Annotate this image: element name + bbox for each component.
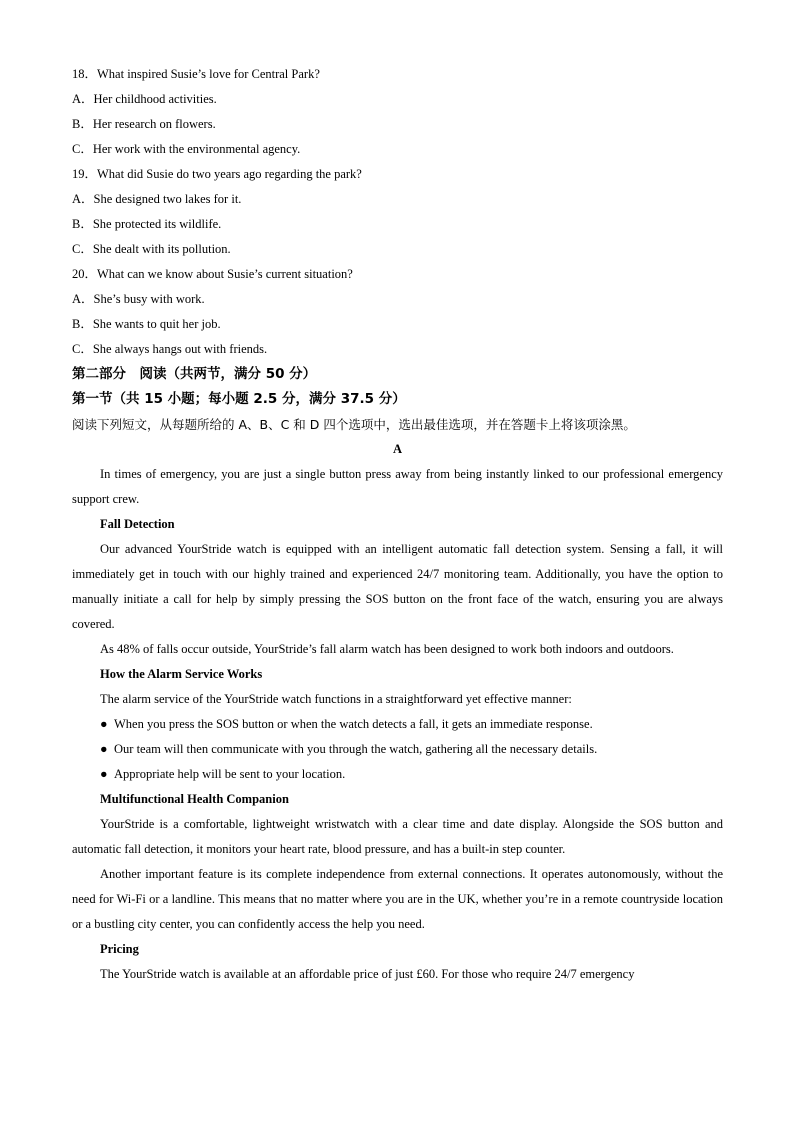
question-20-option-a: A．She’s busy with work. (72, 292, 205, 306)
passage-intro: In times of emergency, you are just a single button press away from being instantly linked to our professional emergency support crew. (72, 467, 723, 506)
fall-detection-paragraph-2: As 48% of falls occur outside, YourStride’s fall alarm watch has been designed to work both indoors and outdoors. (100, 642, 674, 656)
question-18-option-b: B．Her research on flowers. (72, 117, 216, 131)
exam-page (72, 62, 723, 987)
bullet-dot-icon: ● (100, 742, 108, 756)
fall-detection-heading: Fall Detection (100, 517, 175, 531)
alarm-bullet-2 (72, 737, 723, 762)
health-companion-paragraph-1: YourStride is a comfortable, lightweight wristwatch with a clear time and date display. Alongside the SOS button and automatic fall detection, it monitors your heart rate, blood pressure, and has a built-in step counter. (72, 817, 723, 856)
passage-letter: A (392, 442, 403, 456)
question-18-option-a: A．Her childhood activities. (72, 92, 217, 106)
pricing-paragraph-1: The YourStride watch is available at an affordable price of just £60. For those who require 24/7 emergency (100, 967, 635, 981)
section-one-title: 第一节（共 15 小题；每小题 2.5 分，满分 37.5 分） (72, 391, 406, 407)
question-20-option-c: C．She always hangs out with friends. (72, 342, 268, 356)
alarm-bullet-1-text: When you press the SOS button or when the watch detects a fall, it gets an immediate response. (114, 717, 593, 731)
alarm-bullet-2-text: Our team will then communicate with you through the watch, gathering all the necessary details. (114, 742, 598, 756)
question-19-option-b: B．She protected its wildlife. (72, 217, 222, 231)
alarm-bullet-3 (72, 762, 723, 787)
bullet-dot-icon: ● (100, 717, 108, 731)
alarm-service-heading: How the Alarm Service Works (100, 667, 263, 681)
part-two-title: 第二部分 阅读（共两节，满分 50 分） (72, 366, 317, 382)
question-19-stem: 19．What did Susie do two years ago regarding the park? (72, 167, 362, 181)
alarm-service-intro: The alarm service of the YourStride watch functions in a straightforward yet effective manner: (100, 692, 572, 706)
question-19-option-c: C．She dealt with its pollution. (72, 242, 231, 256)
alarm-bullet-3-text: Appropriate help will be sent to your location. (114, 767, 346, 781)
health-companion-paragraph-2: Another important feature is its complete independence from external connections. It operates autonomously, without the need for Wi-Fi or a landline. This means that no matter where you are in the UK, whether you’re in a remote countryside location or a bustling city center, you can confidently access the help you need. (72, 867, 723, 931)
pricing-heading: Pricing (100, 942, 139, 956)
fall-detection-paragraph-1: Our advanced YourStride watch is equipped with an intelligent automatic fall detection system. Sensing a fall, it will immediately get in touch with our highly trained and experienced 24/7 monitoring team. Additionally, you have the option to manually initiate a call for help by simply pressing the SOS button on the front face of the watch, ensuring you are always covered. (72, 542, 723, 631)
reading-instruction: 阅读下列短文，从每题所给的 A、B、C 和 D 四个选项中，选出最佳选项，并在答题卡上将该项涂黑。 (72, 417, 636, 432)
health-companion-heading: Multifunctional Health Companion (100, 792, 289, 806)
question-18-stem: 18．What inspired Susie’s love for Central Park? (72, 67, 320, 81)
question-18-option-c: C．Her work with the environmental agency. (72, 142, 301, 156)
question-20-stem: 20．What can we know about Susie’s current situation? (72, 267, 353, 281)
bullet-dot-icon: ● (100, 767, 108, 781)
alarm-bullet-1 (72, 712, 723, 737)
question-20-option-b: B．She wants to quit her job. (72, 317, 221, 331)
question-19-option-a: A．She designed two lakes for it. (72, 192, 242, 206)
